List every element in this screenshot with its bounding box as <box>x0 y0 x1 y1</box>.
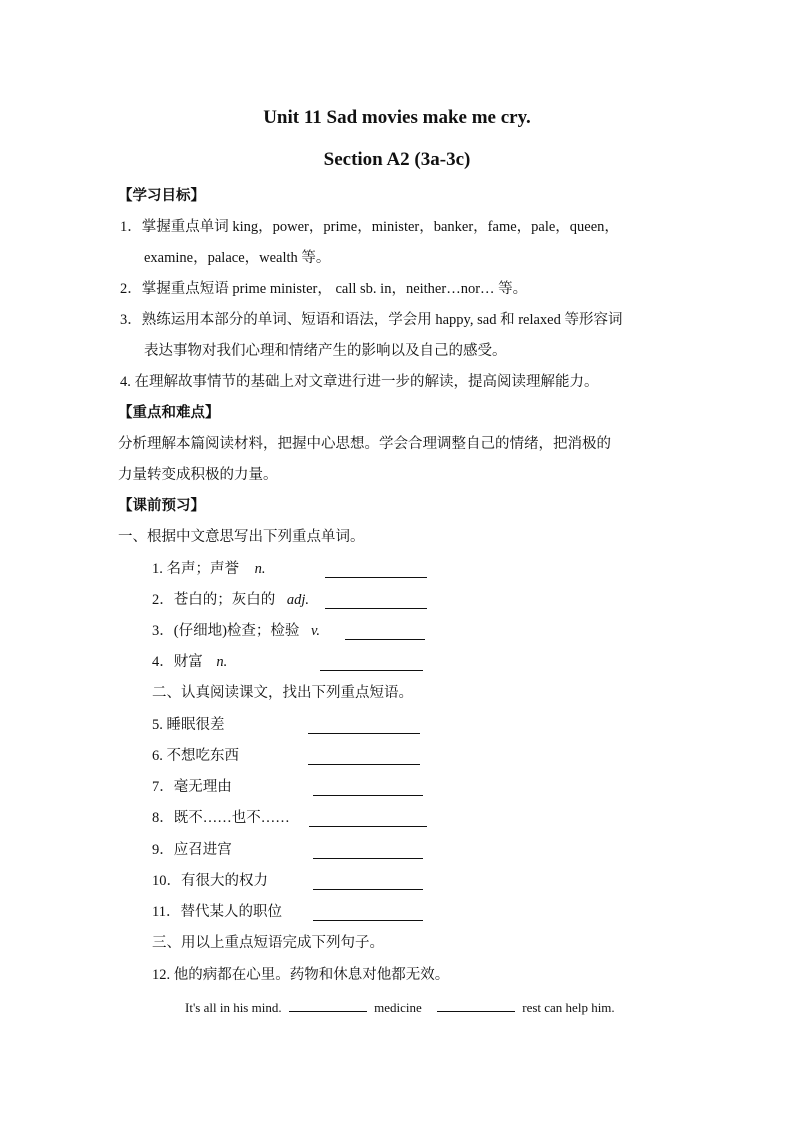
word-item-1-pos: n. <box>254 561 266 577</box>
phrase-item-7: 7．毫无理由 <box>152 779 232 795</box>
key-points-heading: 【重点和难点】 <box>118 405 220 421</box>
answer-blank-9[interactable] <box>313 858 423 859</box>
objective-3-line1: 3．熟练运用本部分的单词、短语和语法，学会用 happy, sad 和 relaxed 等形容词 <box>120 312 623 328</box>
preview-part2: 二、认真阅读课文，找出下列重点短语。 <box>152 685 413 701</box>
doc-title: Unit 11 Sad movies make me cry. <box>263 107 531 128</box>
answer-blank-1[interactable] <box>325 577 427 578</box>
word-item-4 <box>152 652 227 672</box>
answer-blank-11[interactable] <box>313 920 423 921</box>
sentence-item-12: 12. 他的病都在心里。药物和休息对他都无效。 <box>152 967 450 983</box>
answer-blank-7[interactable] <box>313 795 423 796</box>
word-item-2 <box>152 590 309 610</box>
sentence-12-part-a: It's all in his mind. <box>185 1000 282 1015</box>
sentence-12-part-c: rest can help him. <box>522 1000 615 1015</box>
answer-blank-12b[interactable] <box>437 997 515 1012</box>
answer-blank-8[interactable] <box>309 826 427 827</box>
preview-part3: 三、用以上重点短语完成下列句子。 <box>152 935 384 951</box>
word-item-3-label: 3．(仔细地)检查；检验 <box>152 623 300 639</box>
preview-part1: 一、根据中文意思写出下列重点单词。 <box>118 529 365 545</box>
phrase-item-10: 10．有很大的权力 <box>152 873 268 889</box>
answer-blank-6[interactable] <box>308 764 420 765</box>
answer-blank-10[interactable] <box>313 889 423 890</box>
key-points-line2: 力量转变成积极的力量。 <box>118 467 278 483</box>
phrase-item-8: 8．既不……也不…… <box>152 810 290 826</box>
objectives-heading: 【学习目标】 <box>118 188 205 204</box>
word-item-3 <box>152 621 320 641</box>
objective-4: 4. 在理解故事情节的基础上对文章进行进一步的解读，提高阅读理解能力。 <box>120 374 599 390</box>
word-item-3-pos: v. <box>311 623 321 639</box>
objective-1-line2: examine，palace，wealth 等。 <box>144 250 331 266</box>
phrase-item-5: 5. 睡眠很差 <box>152 717 225 733</box>
sentence-12-part-b: medicine <box>374 1000 422 1015</box>
answer-blank-3[interactable] <box>345 639 425 640</box>
answer-blank-12a[interactable] <box>289 997 367 1012</box>
word-item-1 <box>152 559 266 579</box>
word-item-4-pos: n. <box>216 654 228 670</box>
phrase-item-9: 9．应召进宫 <box>152 842 232 858</box>
word-item-2-pos: adj. <box>286 592 310 608</box>
phrase-item-11: 11．替代某人的职位 <box>152 904 282 920</box>
word-item-4-label: 4．财富 <box>152 654 203 670</box>
answer-blank-4[interactable] <box>320 670 423 671</box>
answer-blank-5[interactable] <box>308 733 420 734</box>
objective-1-line1: 1．掌握重点单词 king，power，prime，minister，banker，fame，pale，queen， <box>120 219 619 235</box>
key-points-line1: 分析理解本篇阅读材料，把握中心思想。学会合理调整自己的情绪，把消极的 <box>118 436 611 452</box>
objective-3-line2: 表达事物对我们心理和情绪产生的影响以及自己的感受。 <box>144 343 507 359</box>
word-item-2-label: 2．苍白的；灰白的 <box>152 592 276 608</box>
answer-blank-2[interactable] <box>325 608 427 609</box>
objective-2: 2．掌握重点短语 prime minister， call sb. in，neither…nor… 等。 <box>120 281 528 297</box>
phrase-item-6: 6. 不想吃东西 <box>152 748 239 764</box>
sentence-12-english <box>185 997 615 1018</box>
word-item-1-label: 1. 名声；声誉 <box>152 561 239 577</box>
preview-heading: 【课前预习】 <box>118 498 205 514</box>
doc-subtitle: Section A2 (3a-3c) <box>323 149 471 170</box>
